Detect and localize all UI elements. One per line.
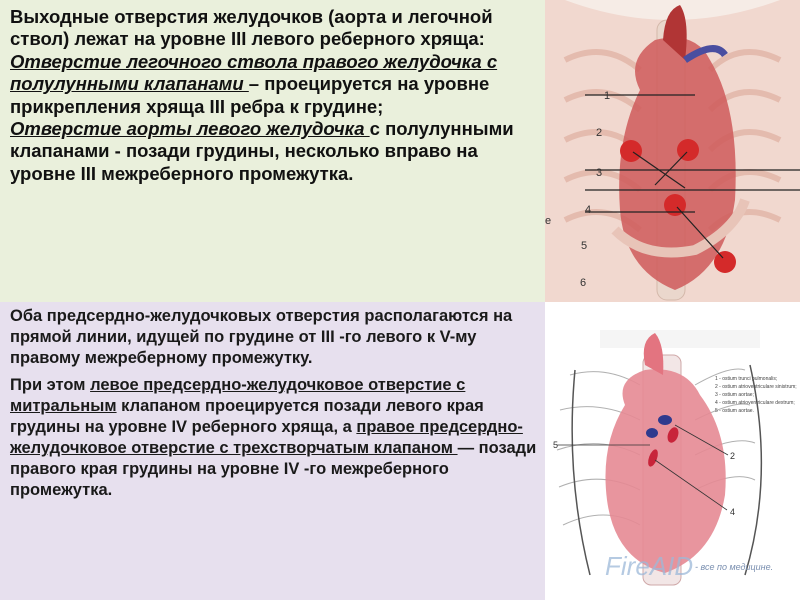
pulmonary-opening-heading: Отверстие легочного ствола правого желудочка с полулунными клапанами [10,50,498,95]
fireaid-watermark-sub: - все по медицине. [695,562,774,572]
fig1-label-1: 1 [604,90,611,102]
fig2-legend-4: 4 - ostium atrioventriculare dextrum; [715,400,795,406]
fig2-legend-3: 3 - ostium aortae; [715,392,754,398]
aortic-opening-heading: Отверстие аорты левого желудочка [10,118,370,140]
fig1-label-2: 2 [596,127,603,139]
aortic-opening-desc: с полулунными клапанами - позади грудины, несколько вправо на уровне III межреберного промежутка. [10,118,514,184]
outlet-openings-text [10,6,540,185]
av-openings-text [10,306,540,507]
mitral-opening-text: левое предсердно-желудочковое отверстие с митральным [10,376,466,415]
tricuspid-opening-text: правое предсердно-желудочковое отверстие с трехстворчатым клапаном [10,418,523,457]
fig2-legend-5: 5 - ostium aortae. [715,408,754,414]
av-paragraph-1: Оба предсердно-желудочковых отверстия располагаются на прямой линии, идущей по грудине от III -го левого к V-му правому межреберному промежутку. [10,307,513,367]
p2-part-c: — позади правого края грудины на уровне IV -го межреберного промежутка. [10,439,537,499]
intro-sentence: Выходные отверстия желудочков (аорта и легочной ствол) лежат на уровне III левого реберного хряща: [10,6,493,50]
fig1-label-6: 6 [580,277,587,289]
p2-part-b: клапаном проецируется позади левого края грудины на уровне IV реберного хряща, а [10,397,484,436]
av-paragraph-2 [10,375,540,501]
fig1-side-letter: е [545,215,552,227]
fig2-legend-1: 1 - ostium trunci pulmonalis; [715,376,778,382]
fig1-label-4: 4 [585,204,592,216]
heart-chest-illustration [545,0,800,302]
fig2-legend-2: 2 - ostium atrioventriculare sinistrum; [715,384,797,390]
pulmonary-opening-desc: – проецируется на уровне прикрепления хряща III ребра к грудине; [10,73,490,117]
fig2-label-5: 5 [553,440,559,450]
fig1-label-3: 3 [596,167,603,179]
fireaid-watermark: FireAID [605,551,694,581]
p2-part-a: При этом [10,376,91,394]
fig2-label-2: 2 [730,451,736,461]
heart-openings-projection [545,325,800,600]
fig2-label-4: 4 [730,507,736,517]
fig1-label-5: 5 [581,240,588,252]
